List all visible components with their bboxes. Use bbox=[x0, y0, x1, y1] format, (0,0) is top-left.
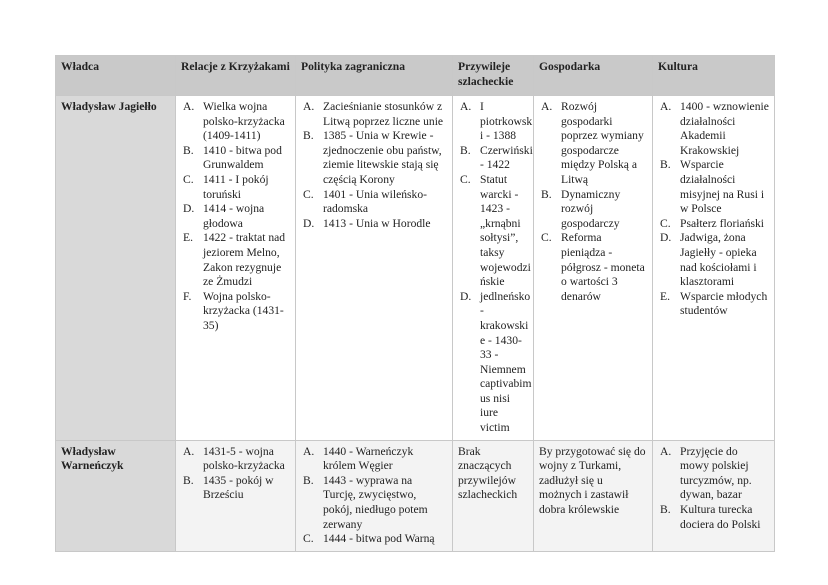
list-marker: D. bbox=[660, 231, 672, 245]
list-text: Kultura turecka dociera do Polski bbox=[680, 503, 761, 531]
cell-text: Brak znaczących przywilejów szlacheckich bbox=[458, 444, 518, 502]
list-item bbox=[301, 188, 447, 217]
list-item bbox=[301, 129, 447, 187]
list-item bbox=[658, 100, 769, 158]
list-text: Psałterz floriański bbox=[680, 216, 765, 230]
list-item bbox=[658, 217, 769, 232]
list-text: Reforma pieniądza - półgrosz - moneta o wartości 3 denarów bbox=[561, 231, 645, 303]
table-cell bbox=[176, 96, 296, 441]
list-marker: D. bbox=[460, 289, 472, 303]
list-marker: A. bbox=[183, 444, 195, 458]
cell-list bbox=[458, 100, 533, 436]
list-item bbox=[301, 474, 447, 532]
table-cell bbox=[296, 96, 453, 441]
history-table bbox=[55, 55, 775, 552]
list-marker: A. bbox=[541, 100, 553, 113]
list-item bbox=[658, 158, 769, 216]
list-text: 1411 - I pokój toruński bbox=[203, 172, 269, 201]
list-marker: D. bbox=[303, 216, 315, 230]
list-item bbox=[181, 290, 290, 334]
list-text: jedlneńsko - krakowski e - 1430-33 - Niemnem captivabim us nisi iure victim bbox=[480, 289, 532, 435]
list-text: 1414 - wojna głodowa bbox=[203, 202, 265, 230]
column-header: Relacje z Krzyżakami bbox=[176, 56, 296, 96]
list-text: 1413 - Unia w Horodle bbox=[323, 216, 431, 230]
list-marker: D. bbox=[183, 202, 195, 216]
list-text: 1410 - bitwa pod Grunwaldem bbox=[203, 143, 282, 172]
list-item bbox=[539, 188, 647, 232]
ruler-cell: Władysław Jagiełło bbox=[56, 96, 176, 441]
cell-list bbox=[181, 100, 290, 334]
list-marker: B. bbox=[660, 503, 671, 517]
cell-list bbox=[658, 100, 769, 319]
list-text: Jadwiga, żona Jagiełły - opieka nad kościołami i klasztorami bbox=[680, 231, 757, 289]
list-marker: B. bbox=[183, 143, 194, 157]
list-marker: A. bbox=[303, 100, 315, 113]
list-text: Wsparcie młodych studentów bbox=[680, 289, 768, 318]
list-item bbox=[301, 445, 447, 474]
table-cell bbox=[453, 440, 534, 551]
list-marker: B. bbox=[303, 129, 314, 143]
cell-list bbox=[301, 445, 447, 547]
cell-list bbox=[301, 100, 447, 231]
list-text: 1422 - traktat nad jeziorem Melno, Zakon rezygnuje ze Żmudzi bbox=[203, 231, 286, 289]
cell-list bbox=[658, 445, 769, 533]
table-body bbox=[56, 96, 775, 552]
cell-text: By przygotować się do wojny z Turkami, zadłużył się u możnych i zastawił dobra królewskie bbox=[539, 444, 646, 517]
list-text: 1435 - pokój w Brześciu bbox=[203, 473, 274, 502]
column-header: Gospodarka bbox=[534, 56, 653, 96]
table-cell bbox=[296, 440, 453, 551]
list-item bbox=[181, 202, 290, 231]
list-item bbox=[658, 231, 769, 289]
table-cell bbox=[653, 96, 775, 441]
list-marker: A. bbox=[183, 100, 195, 113]
list-text: 1401 - Unia wileńsko-radomska bbox=[323, 187, 428, 216]
list-text: 1431-5 - wojna polsko-krzyżacka bbox=[203, 444, 285, 473]
list-text: 1440 - Warneńczyk królem Węgier bbox=[323, 444, 414, 473]
list-item bbox=[181, 474, 290, 503]
list-marker: C. bbox=[303, 532, 314, 546]
list-marker: F. bbox=[183, 289, 192, 303]
list-item bbox=[458, 143, 533, 173]
cell-list bbox=[181, 445, 290, 503]
list-text: Wsparcie działalności misyjnej na Rusi i w Polsce bbox=[680, 158, 765, 216]
list-marker: B. bbox=[183, 473, 194, 487]
list-text: Rozwój gospodarki poprzez wymiany gospodarcze między Polską a Litwą bbox=[561, 100, 644, 186]
list-marker: C. bbox=[660, 216, 671, 230]
list-item bbox=[181, 144, 290, 173]
list-item bbox=[181, 231, 290, 289]
column-header: Kultura bbox=[653, 56, 775, 96]
list-item bbox=[539, 100, 647, 188]
list-item bbox=[301, 532, 447, 547]
list-item bbox=[539, 231, 647, 304]
table-cell bbox=[176, 440, 296, 551]
table-cell bbox=[653, 440, 775, 551]
list-text: 1444 - bitwa pod Warną bbox=[323, 532, 435, 546]
list-marker: C. bbox=[541, 231, 552, 245]
list-text: 1400 - wznowienie działalności Akademii Krakowskiej bbox=[680, 100, 769, 157]
column-header: Przywileje szlacheckie bbox=[453, 56, 534, 96]
header-row bbox=[56, 56, 775, 96]
list-marker: C. bbox=[460, 172, 471, 186]
list-text: 1443 - wyprawa na Turcję, zwycięstwo, pokój, niedługo potem zerwany bbox=[323, 473, 428, 531]
list-item bbox=[658, 503, 769, 532]
list-item bbox=[658, 290, 769, 319]
list-text: Wojna polsko-krzyżacka (1431-35) bbox=[203, 289, 284, 332]
list-text: 1385 - Unia w Krewie - zjednoczenie obu państw, ziemie litewskie stają się częścią Korony bbox=[323, 129, 442, 186]
list-text: I piotrkowsk i - 1388 bbox=[480, 100, 533, 143]
list-item bbox=[301, 217, 447, 232]
table-cell bbox=[534, 440, 653, 551]
list-marker: B. bbox=[460, 143, 471, 157]
table-cell bbox=[453, 96, 534, 441]
list-text: Statut warcki - 1423 - „krnąbni sołtysi”, taksy wojewodzi ńskie bbox=[480, 172, 531, 289]
list-marker: A. bbox=[460, 100, 472, 113]
list-text: Zacieśnianie stosunków z Litwą poprzez liczne unie bbox=[323, 100, 444, 128]
list-marker: A. bbox=[303, 444, 315, 458]
list-item bbox=[301, 100, 447, 129]
list-text: Dynamiczny rozwój gospodarczy bbox=[561, 187, 621, 230]
list-item bbox=[181, 173, 290, 202]
table-row bbox=[56, 96, 775, 441]
list-item bbox=[181, 445, 290, 474]
list-marker: A. bbox=[660, 444, 672, 458]
list-marker: E. bbox=[183, 231, 193, 245]
list-item bbox=[458, 100, 533, 144]
list-marker: B. bbox=[303, 473, 314, 487]
list-item bbox=[658, 445, 769, 503]
list-item bbox=[458, 172, 531, 290]
list-item bbox=[181, 100, 290, 144]
list-item bbox=[458, 289, 532, 436]
cell-list bbox=[539, 100, 647, 304]
table-cell bbox=[534, 96, 653, 441]
list-marker: A. bbox=[660, 100, 672, 113]
list-marker: C. bbox=[303, 187, 314, 201]
column-header: Władca bbox=[56, 56, 176, 96]
column-header: Polityka zagraniczna bbox=[296, 56, 453, 96]
list-marker: B. bbox=[660, 158, 671, 172]
list-marker: E. bbox=[660, 289, 670, 303]
list-text: Wielka wojna polsko-krzyżacka (1409-1411) bbox=[203, 100, 285, 143]
list-text: Przyjęcie do mowy polskiej turcyzmów, np. dywan, bazar bbox=[680, 444, 752, 502]
list-marker: B. bbox=[541, 187, 552, 201]
list-text: Czerwiński - 1422 bbox=[480, 143, 533, 172]
ruler-cell: Władysław Warneńczyk bbox=[56, 440, 176, 551]
table-row bbox=[56, 440, 775, 551]
list-marker: C. bbox=[183, 172, 194, 186]
